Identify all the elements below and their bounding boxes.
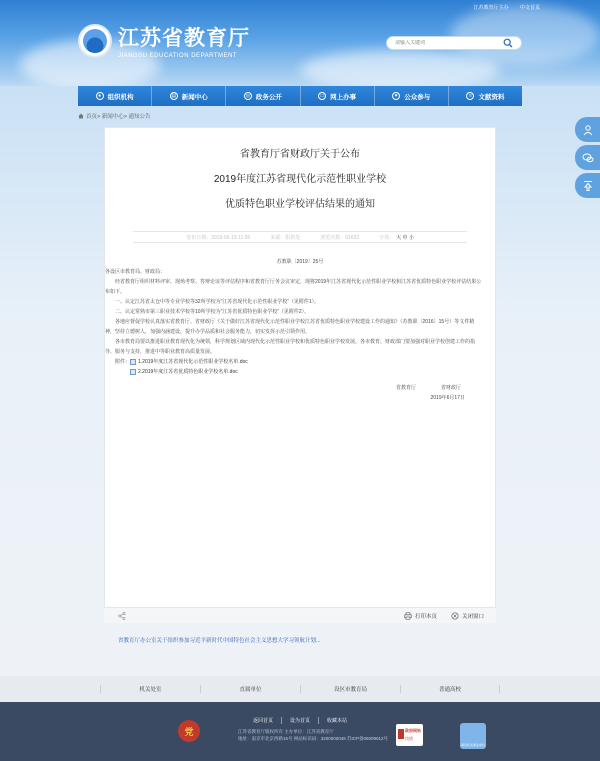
nav-item-docs[interactable]: ≡ 文献资料 (449, 86, 522, 106)
top-link-host[interactable]: 江苏教育厅主办 (473, 5, 509, 11)
paragraph: 一、认定江苏省太仓中等专业学校等32所学校为“江苏省现代化示范性职业学校”（见附件1）。 (115, 299, 320, 305)
set-home-link[interactable]: 设为首页 (282, 717, 319, 724)
signature-depts: 省教育厅 省财政厅 (395, 385, 461, 391)
gov-cert-badge[interactable]: 国家机关事业单位 (460, 723, 486, 749)
publish-date: 发布日期：2019-06-19 11:26 (186, 234, 251, 241)
nav-item-news[interactable]: ▤ 新闻中心 (152, 86, 226, 106)
logo-title: 江苏省教育厅 (118, 27, 250, 50)
nav-item-public[interactable]: ♥ 公众参与 (375, 86, 449, 106)
gov-site-error-badge[interactable]: 政府网站 找错 (396, 724, 423, 746)
attachment-link-1[interactable]: 1.2019年度江苏省现代化示范性职业学校名单.doc (138, 359, 248, 365)
top-link-home[interactable]: 中文首页 (519, 5, 540, 11)
top-links (464, 4, 540, 11)
paragraph: 经省教育厅组织材料评审、现场考察、答辩论证等评估程序和省教育厅厅务会议审定，现将2019年江苏省现代化示范性职业学校和江苏省优质特色职业学校评估结果公布如下。 (105, 279, 482, 295)
docs-icon: ≡ (466, 92, 474, 100)
font-size-label: 字体： (379, 234, 395, 241)
chat-float-button[interactable] (575, 145, 600, 170)
doc-file-icon (130, 359, 136, 365)
attachment-link-2[interactable]: 2.2019年度江苏省优质特色职业学校名单.doc (138, 369, 238, 375)
view-count: 浏览次数：61632 (320, 234, 360, 241)
user-icon (582, 124, 594, 136)
paragraph: 各地应督促学校认真落实省教育厅、省财政厅《关于做好江苏省现代化示范性职业学校江苏省优质特色职业学校建设工作的通知》（苏教职〔2016〕15号）等文件精神，坚持立德树人，加强内涵建设，提升办学品质和社会服务能力，切实发挥示范引领作用。 (105, 319, 475, 335)
attachments-label: 附件： (115, 359, 131, 365)
search-icon[interactable] (503, 38, 513, 48)
attachment-row (105, 367, 495, 377)
article-body (105, 257, 495, 403)
doc-file-icon (130, 369, 136, 375)
paragraph: 二、认定常熟市第三职业技术学校等10所学校为“江苏省优质特色职业学校”（见附件2）。 (115, 309, 310, 315)
footer-link-bar (0, 676, 600, 702)
share-bar (104, 607, 496, 623)
footer-link-units[interactable]: 直属单位 (200, 685, 300, 693)
close-window-button[interactable]: 关闭窗口 (451, 612, 484, 620)
footer-link-city[interactable]: 设区市教育局 (300, 685, 400, 693)
signature-date: 2019年6月17日 (430, 395, 465, 401)
article-panel (104, 127, 496, 623)
footer-link-dept[interactable]: 机关处室 (100, 685, 200, 693)
footer-info (238, 728, 388, 742)
news-icon: ▤ (171, 93, 177, 99)
nav-item-org[interactable]: ● 组织机构 (78, 86, 152, 106)
nav-item-online[interactable]: ▭ 网上办事 (301, 86, 375, 106)
gov-icon: ◎ (245, 93, 251, 99)
public-icon: ♥ (392, 92, 400, 100)
nav-item-gov[interactable]: ◎ 政务公开 (226, 86, 300, 106)
online-icon: ▭ (319, 93, 325, 99)
user-float-button[interactable] (575, 117, 600, 142)
arrow-up-icon (582, 180, 594, 192)
chat-icon (582, 152, 594, 164)
close-icon (451, 612, 459, 620)
home-icon (78, 113, 84, 119)
back-to-top-button[interactable] (575, 173, 600, 198)
attachment-row (105, 357, 495, 367)
main-nav (78, 86, 522, 106)
article-title: 省教育厅省财政厅关于公布 2019年度江苏省现代化示范性职业学校 优质特色职业学校评估结果的通知 (213, 149, 387, 210)
related-article-link[interactable]: 省教育厅办公室关于组织参加习近平新时代中国特色社会主义思想大学习领航计划... (118, 638, 321, 644)
printer-icon (404, 612, 412, 620)
doc-number: 苏教职〔2019〕25号 (276, 259, 324, 265)
search-box (386, 36, 522, 50)
copyright-text: 江苏省教育厅版权所有 主办单位：江苏省教育厅 (238, 729, 334, 734)
font-size-options[interactable]: 大 中 小 (396, 234, 414, 241)
logo-subtitle: JIANGSU EDUCATION DEPARTMENT (118, 53, 238, 59)
address-text: 地址：南京市北京西路15号 网站标识码：3200000048 苏ICP备05009012号 (238, 736, 389, 741)
site-header (0, 0, 600, 86)
paragraph: 各市教育局要以推进职业教育现代化为统领，科学规划区域内现代化示范性职业学校和优质特色职业学校发展。各市教育、财政部门要加强对职业学校创建工作的指导、服务与支持，推进中等职业教育高质量发展。 (105, 339, 476, 355)
greeting: 各设区市教育局、财政局： (105, 269, 166, 275)
article-source: 来源：职教处 (270, 234, 301, 241)
article-meta (133, 231, 467, 243)
share-icon[interactable] (118, 612, 126, 620)
back-home-link[interactable]: 返回首页 (245, 717, 282, 724)
site-logo[interactable] (78, 22, 250, 59)
footer-link-univ[interactable]: 普通高校 (400, 685, 500, 693)
gov-flag-icon (398, 729, 404, 739)
footer-quick-links (245, 717, 355, 724)
breadcrumb (78, 112, 150, 120)
logo-emblem-icon (78, 24, 112, 58)
search-input[interactable] (387, 40, 499, 46)
print-button[interactable]: 打印本页 (404, 612, 437, 620)
breadcrumb-text[interactable]: 首页> 新闻中心> 通知公告 (86, 114, 151, 120)
org-icon: ● (96, 92, 104, 100)
bookmark-link[interactable]: 收藏本站 (327, 718, 348, 724)
party-emblem-icon[interactable]: 党 (178, 720, 200, 742)
site-footer (0, 702, 600, 761)
side-float-toolbar (575, 117, 600, 201)
